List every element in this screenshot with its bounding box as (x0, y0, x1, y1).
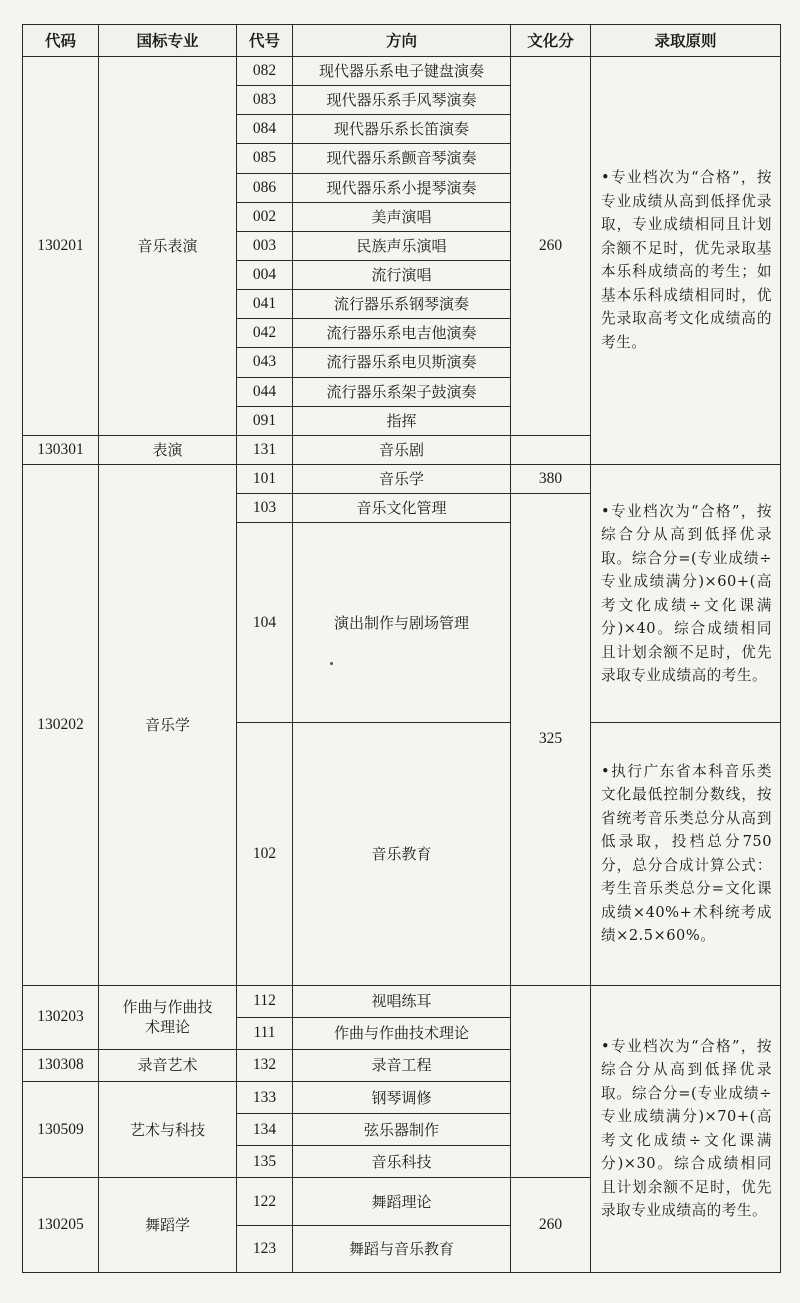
row-code: 085 (237, 144, 293, 173)
row-direction: 作曲与作曲技术理论 (293, 1017, 511, 1049)
admission-rule (591, 985, 781, 1272)
row-code: 043 (237, 348, 293, 377)
row-code: 091 (237, 406, 293, 435)
header-row (23, 25, 781, 57)
row-direction: 音乐剧 (293, 435, 511, 464)
row-direction: 录音工程 (293, 1049, 511, 1081)
group-code: 130202 (23, 464, 99, 985)
row-code: 084 (237, 115, 293, 144)
row-code: 003 (237, 231, 293, 260)
group-major: 表演 (99, 435, 237, 464)
table-row (23, 57, 781, 86)
row-code: 122 (237, 1178, 293, 1225)
header-direction: 方向 (293, 25, 511, 57)
row-code: 102 (237, 723, 293, 985)
scan-speck (330, 662, 333, 665)
row-code: 002 (237, 202, 293, 231)
row-direction: 视唱练耳 (293, 985, 511, 1017)
row-direction: 舞蹈理论 (293, 1178, 511, 1225)
row-code: 112 (237, 985, 293, 1017)
admission-rule (591, 464, 781, 722)
row-code: 086 (237, 173, 293, 202)
header-code: 代码 (23, 25, 99, 57)
header-major: 国标专业 (99, 25, 237, 57)
group-code: 130509 (23, 1081, 99, 1177)
culture-score: 260 (511, 57, 591, 436)
row-code: 131 (237, 435, 293, 464)
group-code: 130201 (23, 57, 99, 436)
row-direction: 音乐教育 (293, 723, 511, 985)
group-code: 130301 (23, 435, 99, 464)
admission-rule-text: •专业档次为“合格”，按综合分从高到低择优录取。综合分=(专业成绩÷专业成绩满分)×70+(高考文化成绩÷文化课满分)×30。综合成绩相同且计划余额不足时，优先录取专业成绩高的考生。 (601, 1037, 772, 1220)
row-code: 082 (237, 57, 293, 86)
row-direction: 现代器乐系长笛演奏 (293, 115, 511, 144)
admission-rule-text: •专业档次为“合格”，按综合分从高到低择优录取。综合分=(专业成绩÷专业成绩满分)×60+(高考文化成绩÷文化课满分)×40。综合成绩相同且计划余额不足时，优先录取专业成绩高的考生。 (601, 502, 772, 685)
row-code: 042 (237, 319, 293, 348)
header-subcode: 代号 (237, 25, 293, 57)
row-direction: 流行器乐系钢琴演奏 (293, 290, 511, 319)
group-major: 舞蹈学 (99, 1178, 237, 1273)
row-code: 111 (237, 1017, 293, 1049)
row-direction: 现代器乐系颤音琴演奏 (293, 144, 511, 173)
group-major: 音乐学 (99, 464, 237, 985)
row-code: 132 (237, 1049, 293, 1081)
row-direction: 美声演唱 (293, 202, 511, 231)
group-major: 作曲与作曲技术理论 (99, 985, 237, 1049)
admission-rule-text: •专业档次为“合格”，按专业成绩从高到低择优录取，专业成绩相同且计划余额不足时，优先录取基本乐科成绩高的考生；如基本乐科成绩相同时，优先录取高考文化成绩高的考生。 (601, 169, 772, 351)
header-rule: 录取原则 (591, 25, 781, 57)
admission-rule-text: •执行广东省本科音乐类文化最低控制分数线，按省统考音乐类总分从高到低录取，投档总分750分，总分合成计算公式：考生音乐类总分=文化课成绩×40%+术科统考成绩×2.5×60%。 (601, 762, 772, 945)
table-row (23, 464, 781, 493)
row-direction: 流行器乐系架子鼓演奏 (293, 377, 511, 406)
group-major: 音乐表演 (99, 57, 237, 436)
group-code: 130203 (23, 985, 99, 1049)
culture-score: 325 (511, 494, 591, 985)
admission-table (22, 24, 781, 1273)
admission-rule (591, 723, 781, 985)
row-direction: 音乐学 (293, 464, 511, 493)
table-row (23, 985, 781, 1017)
row-code: 044 (237, 377, 293, 406)
row-code: 101 (237, 464, 293, 493)
row-direction: 现代器乐系小提琴演奏 (293, 173, 511, 202)
culture-score-empty (511, 435, 591, 464)
culture-score-empty (511, 985, 591, 1178)
culture-score: 380 (511, 464, 591, 493)
header-score: 文化分 (511, 25, 591, 57)
row-direction: 音乐科技 (293, 1146, 511, 1178)
row-code: 004 (237, 260, 293, 289)
group-major: 艺术与科技 (99, 1081, 237, 1177)
row-code: 103 (237, 494, 293, 523)
row-code: 041 (237, 290, 293, 319)
row-direction: 钢琴调修 (293, 1081, 511, 1113)
group-major: 录音艺术 (99, 1049, 237, 1081)
row-direction: 流行器乐系电贝斯演奏 (293, 348, 511, 377)
row-direction: 流行演唱 (293, 260, 511, 289)
row-code: 135 (237, 1146, 293, 1178)
row-direction: 流行器乐系电吉他演奏 (293, 319, 511, 348)
row-direction: 现代器乐系电子键盘演奏 (293, 57, 511, 86)
row-code: 133 (237, 1081, 293, 1113)
row-direction: 指挥 (293, 406, 511, 435)
row-direction: 民族声乐演唱 (293, 231, 511, 260)
row-direction: 现代器乐系手风琴演奏 (293, 86, 511, 115)
admission-rule (591, 57, 781, 465)
culture-score: 260 (511, 1178, 591, 1273)
row-code: 123 (237, 1225, 293, 1272)
row-code: 083 (237, 86, 293, 115)
row-direction: 音乐文化管理 (293, 494, 511, 523)
group-code: 130308 (23, 1049, 99, 1081)
row-direction: 舞蹈与音乐教育 (293, 1225, 511, 1272)
group-code: 130205 (23, 1178, 99, 1273)
row-direction: 演出制作与剧场管理 (293, 523, 511, 723)
row-code: 134 (237, 1114, 293, 1146)
row-code: 104 (237, 523, 293, 723)
row-direction: 弦乐器制作 (293, 1114, 511, 1146)
